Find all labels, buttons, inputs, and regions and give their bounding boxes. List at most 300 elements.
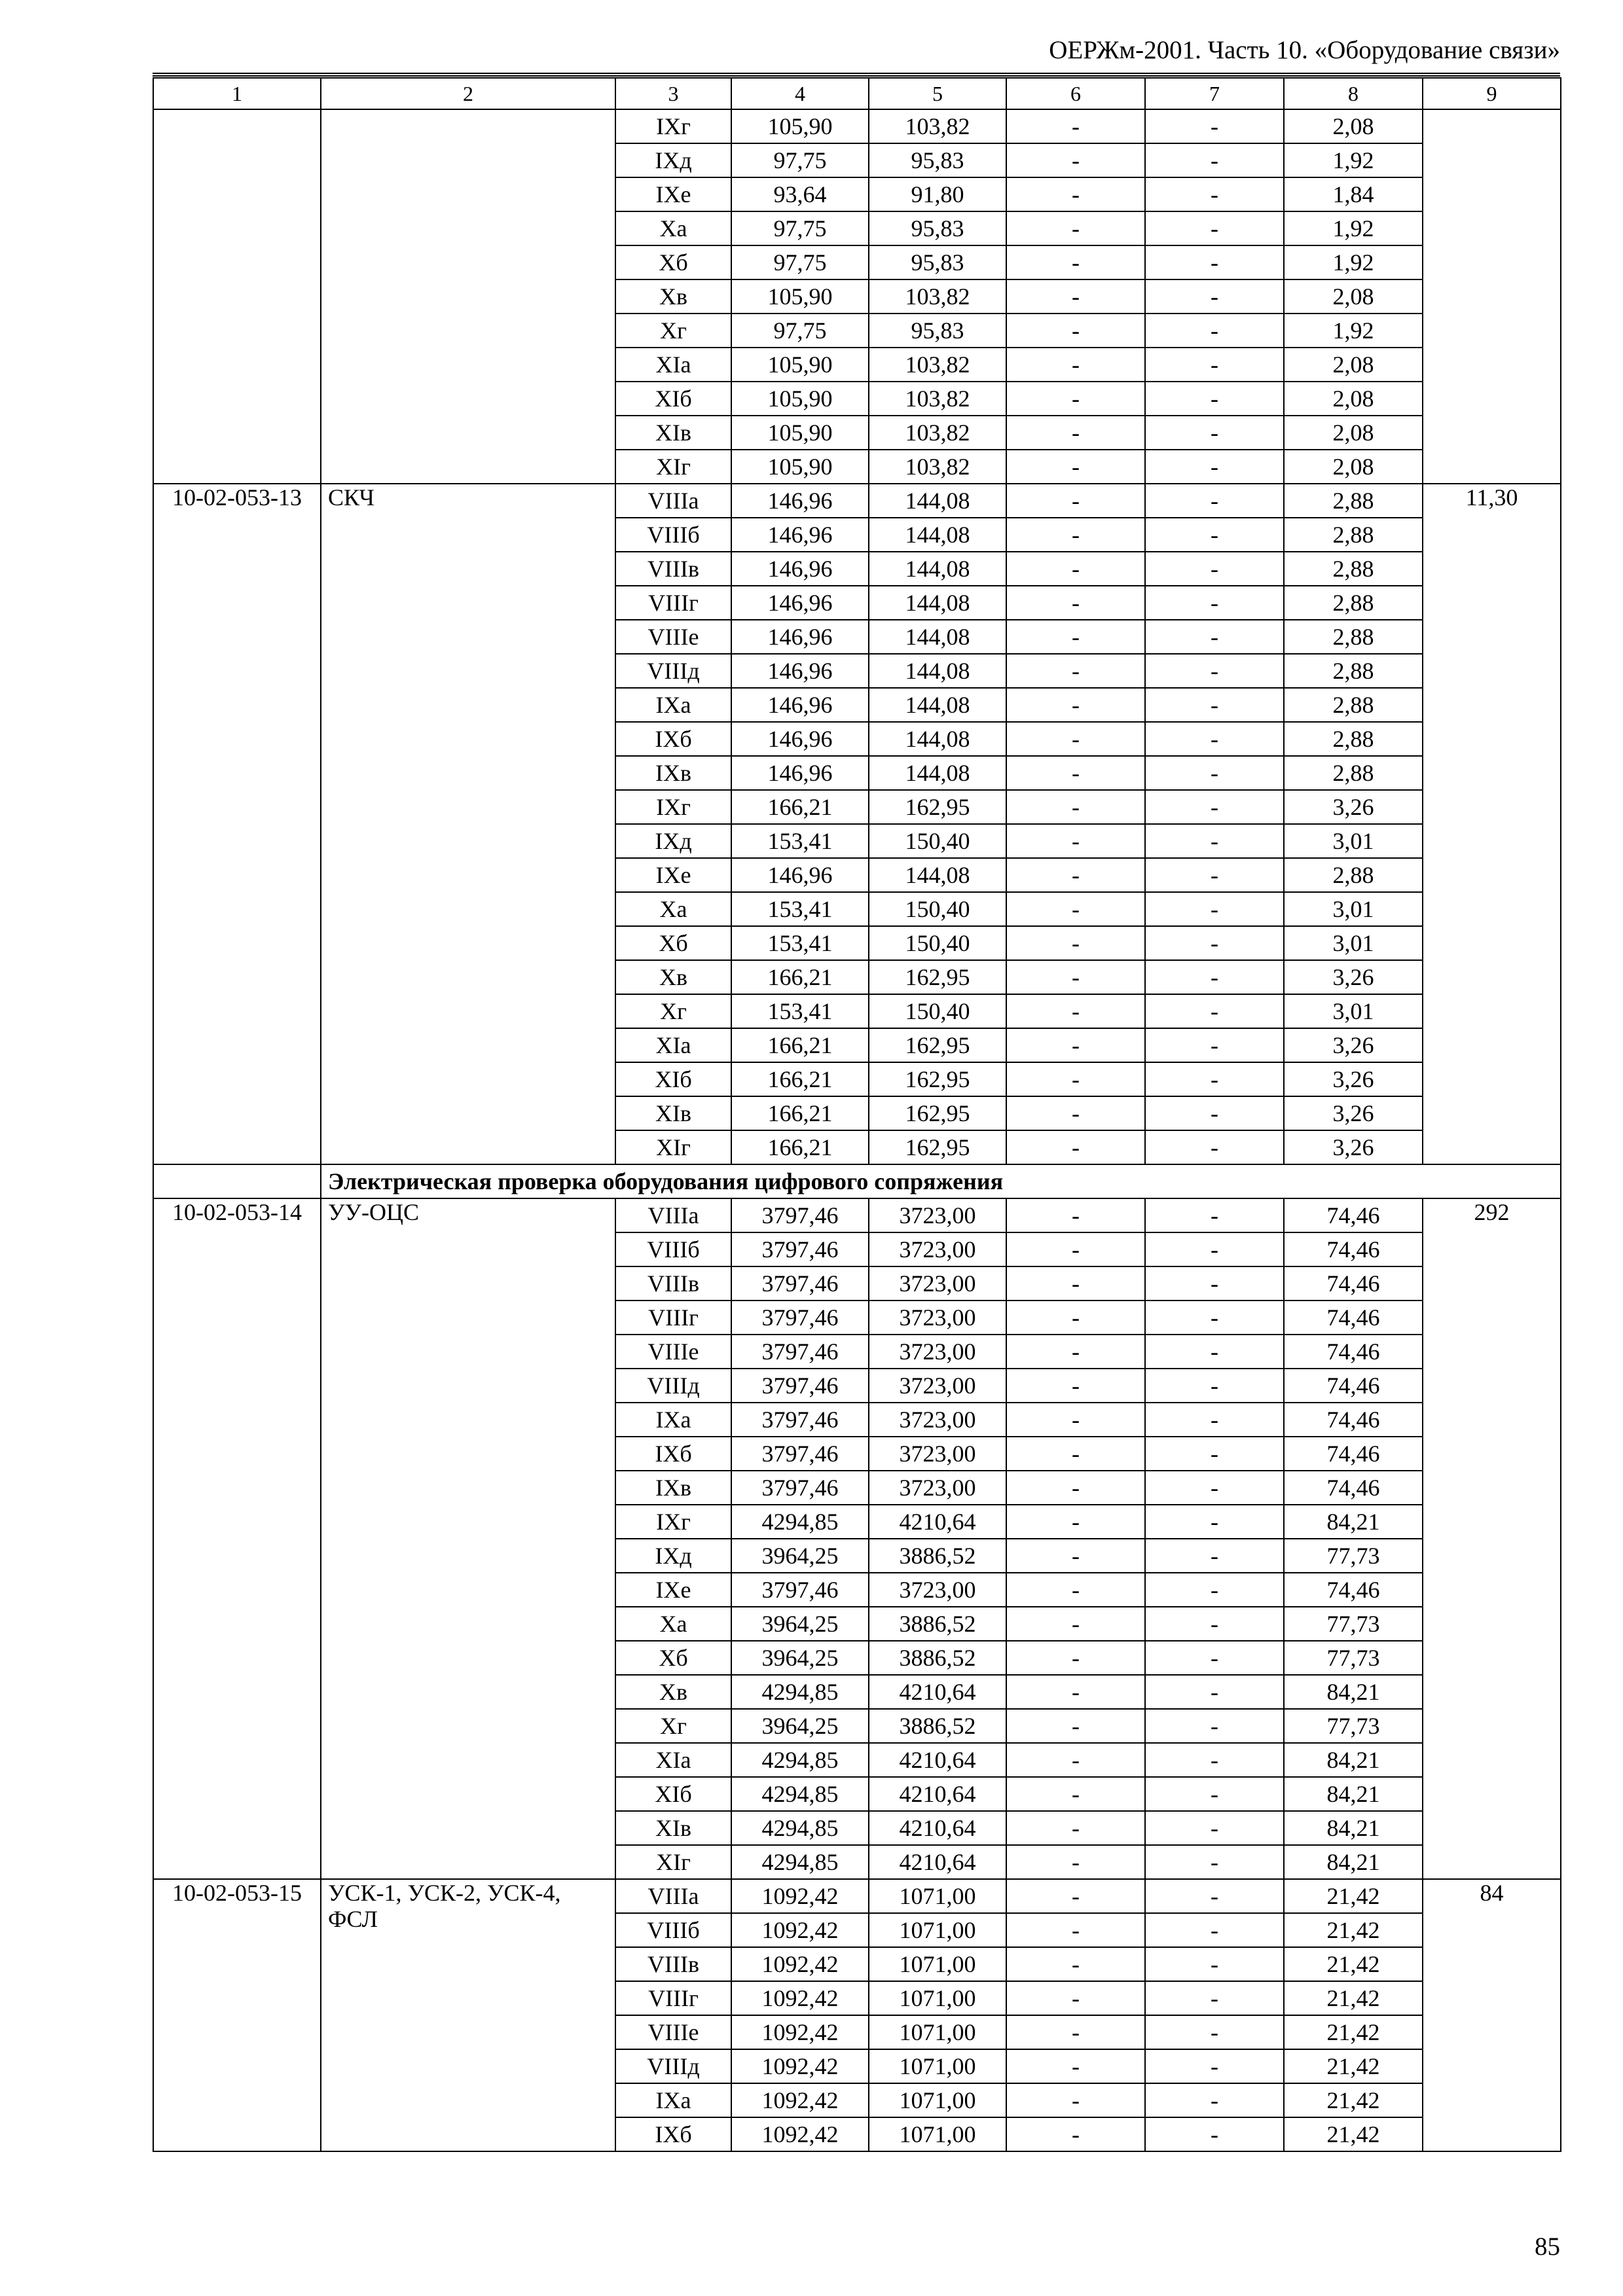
value-cell: - — [1006, 450, 1145, 484]
value-cell: 166,21 — [731, 790, 869, 824]
value-cell: - — [1145, 450, 1284, 484]
value-cell: - — [1006, 1709, 1145, 1743]
value-cell: - — [1006, 1607, 1145, 1641]
equipment-name-cell — [321, 109, 615, 484]
value-cell: Xб — [615, 245, 731, 279]
value-cell: - — [1006, 382, 1145, 416]
value-cell: VIIIд — [615, 654, 731, 688]
value-cell: 103,82 — [869, 382, 1006, 416]
value-cell: Xб — [615, 1641, 731, 1675]
value-cell: 3723,00 — [869, 1266, 1006, 1300]
value-cell: - — [1006, 1369, 1145, 1403]
column-number: 2 — [321, 78, 615, 109]
value-cell: 4210,64 — [869, 1777, 1006, 1811]
value-cell: - — [1006, 688, 1145, 722]
value-cell: 3,01 — [1284, 824, 1423, 858]
value-cell: 21,42 — [1284, 2117, 1423, 2151]
value-cell: - — [1006, 1845, 1145, 1879]
value-cell: - — [1145, 892, 1284, 926]
value-cell: 97,75 — [731, 314, 869, 348]
value-cell: 2,88 — [1284, 620, 1423, 654]
value-cell: 1071,00 — [869, 2049, 1006, 2083]
value-cell: 74,46 — [1284, 1266, 1423, 1300]
value-cell: - — [1145, 756, 1284, 790]
col9-cell: 292 — [1423, 1198, 1561, 1879]
value-cell: - — [1006, 756, 1145, 790]
norm-code-cell: 10-02-053-15 — [153, 1879, 321, 2151]
value-cell: 150,40 — [869, 994, 1006, 1028]
value-cell: - — [1145, 382, 1284, 416]
value-cell: - — [1145, 279, 1284, 314]
value-cell: 3,26 — [1284, 1096, 1423, 1130]
value-cell: 166,21 — [731, 960, 869, 994]
value-cell: 3797,46 — [731, 1369, 869, 1403]
value-cell: 162,95 — [869, 960, 1006, 994]
value-cell: 3723,00 — [869, 1403, 1006, 1437]
value-cell: 3723,00 — [869, 1471, 1006, 1505]
value-cell: 162,95 — [869, 1028, 1006, 1062]
value-cell: IXе — [615, 177, 731, 211]
value-cell: 3723,00 — [869, 1369, 1006, 1403]
value-cell: 97,75 — [731, 245, 869, 279]
value-cell: - — [1145, 620, 1284, 654]
value-cell: - — [1145, 1709, 1284, 1743]
value-cell: 153,41 — [731, 824, 869, 858]
column-number: 7 — [1145, 78, 1284, 109]
section-title: Электрическая проверка оборудования цифрового сопряжения — [321, 1164, 1561, 1198]
value-cell: VIIIа — [615, 1198, 731, 1232]
value-cell: VIIIв — [615, 1947, 731, 1981]
value-cell: 3,26 — [1284, 960, 1423, 994]
value-cell: - — [1006, 1879, 1145, 1913]
value-cell: 3797,46 — [731, 1232, 869, 1266]
value-cell: 1071,00 — [869, 2117, 1006, 2151]
value-cell: 162,95 — [869, 1062, 1006, 1096]
value-cell: 3797,46 — [731, 1471, 869, 1505]
value-cell: 3723,00 — [869, 1335, 1006, 1369]
value-cell: 4294,85 — [731, 1675, 869, 1709]
value-cell: XIб — [615, 382, 731, 416]
value-cell: - — [1145, 1028, 1284, 1062]
value-cell: Xа — [615, 1607, 731, 1641]
value-cell: IXд — [615, 143, 731, 177]
value-cell: 1,92 — [1284, 143, 1423, 177]
value-cell: - — [1145, 994, 1284, 1028]
table-row — [153, 484, 1561, 518]
value-cell: IXв — [615, 756, 731, 790]
value-cell: - — [1006, 790, 1145, 824]
value-cell: 3886,52 — [869, 1607, 1006, 1641]
value-cell: - — [1006, 926, 1145, 960]
value-cell: - — [1006, 620, 1145, 654]
value-cell: 144,08 — [869, 484, 1006, 518]
col9-cell — [1423, 109, 1561, 484]
value-cell: - — [1145, 2117, 1284, 2151]
value-cell: 3723,00 — [869, 1232, 1006, 1266]
value-cell: - — [1145, 960, 1284, 994]
value-cell: XIв — [615, 1811, 731, 1845]
value-cell: 103,82 — [869, 348, 1006, 382]
value-cell: IXа — [615, 2083, 731, 2117]
value-cell: 3797,46 — [731, 1437, 869, 1471]
value-cell: XIа — [615, 1028, 731, 1062]
value-cell: - — [1145, 314, 1284, 348]
value-cell: - — [1145, 1300, 1284, 1335]
value-cell: 74,46 — [1284, 1437, 1423, 1471]
value-cell: - — [1006, 143, 1145, 177]
value-cell: - — [1145, 348, 1284, 382]
value-cell: XIв — [615, 1096, 731, 1130]
value-cell: 2,08 — [1284, 279, 1423, 314]
value-cell: 1092,42 — [731, 1981, 869, 2015]
value-cell: 3797,46 — [731, 1266, 869, 1300]
equipment-name-cell: УУ-ОЦС — [321, 1198, 615, 1879]
value-cell: - — [1006, 1675, 1145, 1709]
value-cell: XIб — [615, 1062, 731, 1096]
value-cell: 146,96 — [731, 858, 869, 892]
value-cell: - — [1145, 1607, 1284, 1641]
column-number-row — [153, 78, 1561, 109]
value-cell: 95,83 — [869, 211, 1006, 245]
value-cell: 1,92 — [1284, 245, 1423, 279]
value-cell: - — [1006, 211, 1145, 245]
value-cell: 150,40 — [869, 824, 1006, 858]
value-cell: 1092,42 — [731, 2117, 869, 2151]
value-cell: Xв — [615, 960, 731, 994]
value-cell: - — [1145, 518, 1284, 552]
value-cell: 3964,25 — [731, 1709, 869, 1743]
value-cell: 95,83 — [869, 314, 1006, 348]
value-cell: 144,08 — [869, 858, 1006, 892]
value-cell: 3,26 — [1284, 1062, 1423, 1096]
value-cell: IXа — [615, 1403, 731, 1437]
value-cell: - — [1006, 1947, 1145, 1981]
value-cell: - — [1145, 824, 1284, 858]
value-cell: 3964,25 — [731, 1539, 869, 1573]
value-cell: 2,88 — [1284, 518, 1423, 552]
value-cell: 1092,42 — [731, 1947, 869, 1981]
value-cell: - — [1006, 1403, 1145, 1437]
value-cell: 3723,00 — [869, 1573, 1006, 1607]
value-cell: 74,46 — [1284, 1198, 1423, 1232]
value-cell: 162,95 — [869, 790, 1006, 824]
value-cell: - — [1006, 314, 1145, 348]
value-cell: 2,08 — [1284, 348, 1423, 382]
value-cell: 2,08 — [1284, 450, 1423, 484]
value-cell: - — [1006, 1300, 1145, 1335]
value-cell: - — [1145, 1539, 1284, 1573]
value-cell: 1092,42 — [731, 1879, 869, 1913]
value-cell: IXг — [615, 109, 731, 143]
value-cell: - — [1006, 1777, 1145, 1811]
value-cell: - — [1006, 1505, 1145, 1539]
value-cell: 2,88 — [1284, 858, 1423, 892]
value-cell: - — [1006, 245, 1145, 279]
value-cell: 144,08 — [869, 518, 1006, 552]
value-cell: 2,88 — [1284, 552, 1423, 586]
value-cell: 3,01 — [1284, 892, 1423, 926]
equipment-name-cell: СКЧ — [321, 484, 615, 1164]
value-cell: - — [1145, 926, 1284, 960]
value-cell: - — [1006, 586, 1145, 620]
column-number: 1 — [153, 78, 321, 109]
column-number: 4 — [731, 78, 869, 109]
value-cell: 166,21 — [731, 1096, 869, 1130]
value-cell: - — [1006, 1743, 1145, 1777]
value-cell: 105,90 — [731, 416, 869, 450]
value-cell: - — [1145, 1471, 1284, 1505]
value-cell: 84,21 — [1284, 1777, 1423, 1811]
value-cell: - — [1006, 2049, 1145, 2083]
table-row — [153, 1879, 1561, 1913]
value-cell: XIв — [615, 416, 731, 450]
value-cell: 4210,64 — [869, 1845, 1006, 1879]
value-cell: - — [1006, 177, 1145, 211]
value-cell: - — [1145, 1811, 1284, 1845]
value-cell: - — [1006, 1641, 1145, 1675]
value-cell: 4210,64 — [869, 1743, 1006, 1777]
value-cell: 3,26 — [1284, 1028, 1423, 1062]
value-cell: - — [1145, 143, 1284, 177]
value-cell: XIб — [615, 1777, 731, 1811]
value-cell: - — [1006, 1335, 1145, 1369]
value-cell: 1,92 — [1284, 211, 1423, 245]
value-cell: - — [1006, 994, 1145, 1028]
value-cell: 1092,42 — [731, 2083, 869, 2117]
header-rule — [153, 73, 1560, 77]
value-cell: - — [1145, 586, 1284, 620]
value-cell: VIIIд — [615, 1369, 731, 1403]
value-cell: 153,41 — [731, 926, 869, 960]
value-cell: - — [1145, 1130, 1284, 1164]
value-cell: - — [1145, 722, 1284, 756]
value-cell: - — [1145, 1777, 1284, 1811]
value-cell: - — [1006, 552, 1145, 586]
value-cell: - — [1145, 654, 1284, 688]
value-cell: 21,42 — [1284, 2049, 1423, 2083]
value-cell: - — [1145, 1335, 1284, 1369]
value-cell: 1092,42 — [731, 2049, 869, 2083]
value-cell: 3797,46 — [731, 1300, 869, 1335]
value-cell: - — [1006, 109, 1145, 143]
value-cell: - — [1006, 2083, 1145, 2117]
value-cell: VIIIе — [615, 620, 731, 654]
value-cell: 3,26 — [1284, 790, 1423, 824]
value-cell: - — [1006, 1028, 1145, 1062]
value-cell: - — [1006, 824, 1145, 858]
value-cell: Xг — [615, 994, 731, 1028]
value-cell: 105,90 — [731, 382, 869, 416]
value-cell: 150,40 — [869, 926, 1006, 960]
value-cell: 162,95 — [869, 1096, 1006, 1130]
value-cell: VIIIв — [615, 552, 731, 586]
value-cell: 95,83 — [869, 245, 1006, 279]
column-number: 9 — [1423, 78, 1561, 109]
running-title: ОЕРЖм-2001. Часть 10. «Оборудование связи» — [1049, 36, 1560, 64]
value-cell: 146,96 — [731, 688, 869, 722]
value-cell: 77,73 — [1284, 1641, 1423, 1675]
value-cell: 166,21 — [731, 1130, 869, 1164]
value-cell: 144,08 — [869, 620, 1006, 654]
value-cell: 74,46 — [1284, 1300, 1423, 1335]
value-cell: 146,96 — [731, 518, 869, 552]
value-cell: 84,21 — [1284, 1505, 1423, 1539]
value-cell: IXд — [615, 824, 731, 858]
value-cell: 1071,00 — [869, 2015, 1006, 2049]
value-cell: - — [1006, 892, 1145, 926]
value-cell: VIIIв — [615, 1266, 731, 1300]
value-cell: 146,96 — [731, 620, 869, 654]
value-cell: XIа — [615, 348, 731, 382]
value-cell: 2,88 — [1284, 688, 1423, 722]
equipment-name-cell: УСК-1, УСК-2, УСК-4, ФСЛ — [321, 1879, 615, 2151]
value-cell: 21,42 — [1284, 1879, 1423, 1913]
value-cell: 144,08 — [869, 756, 1006, 790]
value-cell: VIIIб — [615, 518, 731, 552]
value-cell: VIIIе — [615, 1335, 731, 1369]
value-cell: 3886,52 — [869, 1641, 1006, 1675]
value-cell: - — [1145, 1913, 1284, 1947]
value-cell: - — [1145, 245, 1284, 279]
value-cell: 146,96 — [731, 552, 869, 586]
value-cell: - — [1145, 416, 1284, 450]
value-cell: 95,83 — [869, 143, 1006, 177]
value-cell: 103,82 — [869, 416, 1006, 450]
value-cell: 153,41 — [731, 892, 869, 926]
value-cell: 84,21 — [1284, 1811, 1423, 1845]
value-cell: - — [1145, 1062, 1284, 1096]
value-cell: 3,26 — [1284, 1130, 1423, 1164]
value-cell: Xв — [615, 279, 731, 314]
value-cell: - — [1006, 2015, 1145, 2049]
value-cell: - — [1145, 1981, 1284, 2015]
value-cell: - — [1006, 416, 1145, 450]
value-cell: - — [1006, 858, 1145, 892]
value-cell: - — [1145, 1743, 1284, 1777]
value-cell: 74,46 — [1284, 1573, 1423, 1607]
value-cell: - — [1145, 858, 1284, 892]
col9-cell: 11,30 — [1423, 484, 1561, 1164]
value-cell: IXа — [615, 688, 731, 722]
value-cell: 144,08 — [869, 552, 1006, 586]
value-cell: 74,46 — [1284, 1232, 1423, 1266]
value-cell: - — [1145, 2083, 1284, 2117]
column-number: 6 — [1006, 78, 1145, 109]
value-cell: - — [1006, 1573, 1145, 1607]
value-cell: 77,73 — [1284, 1607, 1423, 1641]
value-cell: 105,90 — [731, 279, 869, 314]
value-cell: 1,92 — [1284, 314, 1423, 348]
value-cell: 146,96 — [731, 654, 869, 688]
value-cell: 146,96 — [731, 484, 869, 518]
value-cell: 84,21 — [1284, 1845, 1423, 1879]
value-cell: XIг — [615, 1130, 731, 1164]
value-cell: - — [1006, 1062, 1145, 1096]
value-cell: 21,42 — [1284, 1913, 1423, 1947]
value-cell: - — [1006, 1232, 1145, 1266]
value-cell: - — [1006, 1913, 1145, 1947]
value-cell: VIIIа — [615, 484, 731, 518]
value-cell: - — [1145, 790, 1284, 824]
value-cell: - — [1006, 1198, 1145, 1232]
value-cell: 144,08 — [869, 722, 1006, 756]
value-cell: Xг — [615, 1709, 731, 1743]
value-cell: 93,64 — [731, 177, 869, 211]
value-cell: 97,75 — [731, 211, 869, 245]
value-cell: - — [1006, 1471, 1145, 1505]
value-cell: - — [1145, 1096, 1284, 1130]
value-cell: 150,40 — [869, 892, 1006, 926]
norm-code-cell: 10-02-053-14 — [153, 1198, 321, 1879]
value-cell: - — [1006, 1981, 1145, 2015]
value-cell: 3797,46 — [731, 1335, 869, 1369]
value-cell: 144,08 — [869, 654, 1006, 688]
value-cell: VIIIб — [615, 1232, 731, 1266]
value-cell: 144,08 — [869, 586, 1006, 620]
value-cell: 2,08 — [1284, 382, 1423, 416]
value-cell: 77,73 — [1284, 1539, 1423, 1573]
value-cell: 3964,25 — [731, 1607, 869, 1641]
value-cell: 2,88 — [1284, 586, 1423, 620]
value-cell: 3797,46 — [731, 1403, 869, 1437]
value-cell: 153,41 — [731, 994, 869, 1028]
value-cell: 3723,00 — [869, 1437, 1006, 1471]
value-cell: 3,01 — [1284, 926, 1423, 960]
value-cell: Xа — [615, 892, 731, 926]
value-cell: 2,88 — [1284, 484, 1423, 518]
value-cell: 1092,42 — [731, 1913, 869, 1947]
value-cell: 105,90 — [731, 109, 869, 143]
value-cell: - — [1145, 1675, 1284, 1709]
value-cell: 3886,52 — [869, 1539, 1006, 1573]
value-cell: 21,42 — [1284, 2015, 1423, 2049]
value-cell: 84,21 — [1284, 1743, 1423, 1777]
value-cell: 146,96 — [731, 586, 869, 620]
value-cell: - — [1006, 1811, 1145, 1845]
value-cell: - — [1145, 1369, 1284, 1403]
value-cell: 146,96 — [731, 722, 869, 756]
value-cell: - — [1145, 1505, 1284, 1539]
value-cell: 1092,42 — [731, 2015, 869, 2049]
norm-code-cell: 10-02-053-13 — [153, 484, 321, 1164]
value-cell: 77,73 — [1284, 1709, 1423, 1743]
col9-cell: 84 — [1423, 1879, 1561, 2151]
value-cell: 166,21 — [731, 1028, 869, 1062]
value-cell: IXд — [615, 1539, 731, 1573]
value-cell: - — [1145, 1266, 1284, 1300]
value-cell: Xг — [615, 314, 731, 348]
value-cell: - — [1145, 1437, 1284, 1471]
value-cell: VIIIд — [615, 2049, 731, 2083]
value-cell: - — [1006, 654, 1145, 688]
value-cell: VIIIг — [615, 1300, 731, 1335]
value-cell: 103,82 — [869, 450, 1006, 484]
value-cell: - — [1006, 1130, 1145, 1164]
value-cell: - — [1145, 1403, 1284, 1437]
value-cell: - — [1145, 552, 1284, 586]
value-cell: - — [1145, 2049, 1284, 2083]
value-cell: 74,46 — [1284, 1471, 1423, 1505]
page-number: 85 — [1535, 2233, 1560, 2261]
table-row — [153, 1198, 1561, 1232]
column-number: 8 — [1284, 78, 1423, 109]
value-cell: 4210,64 — [869, 1505, 1006, 1539]
value-cell: IXб — [615, 1437, 731, 1471]
value-cell: 3886,52 — [869, 1709, 1006, 1743]
value-cell: IXб — [615, 722, 731, 756]
value-cell: - — [1145, 1845, 1284, 1879]
value-cell: - — [1145, 211, 1284, 245]
